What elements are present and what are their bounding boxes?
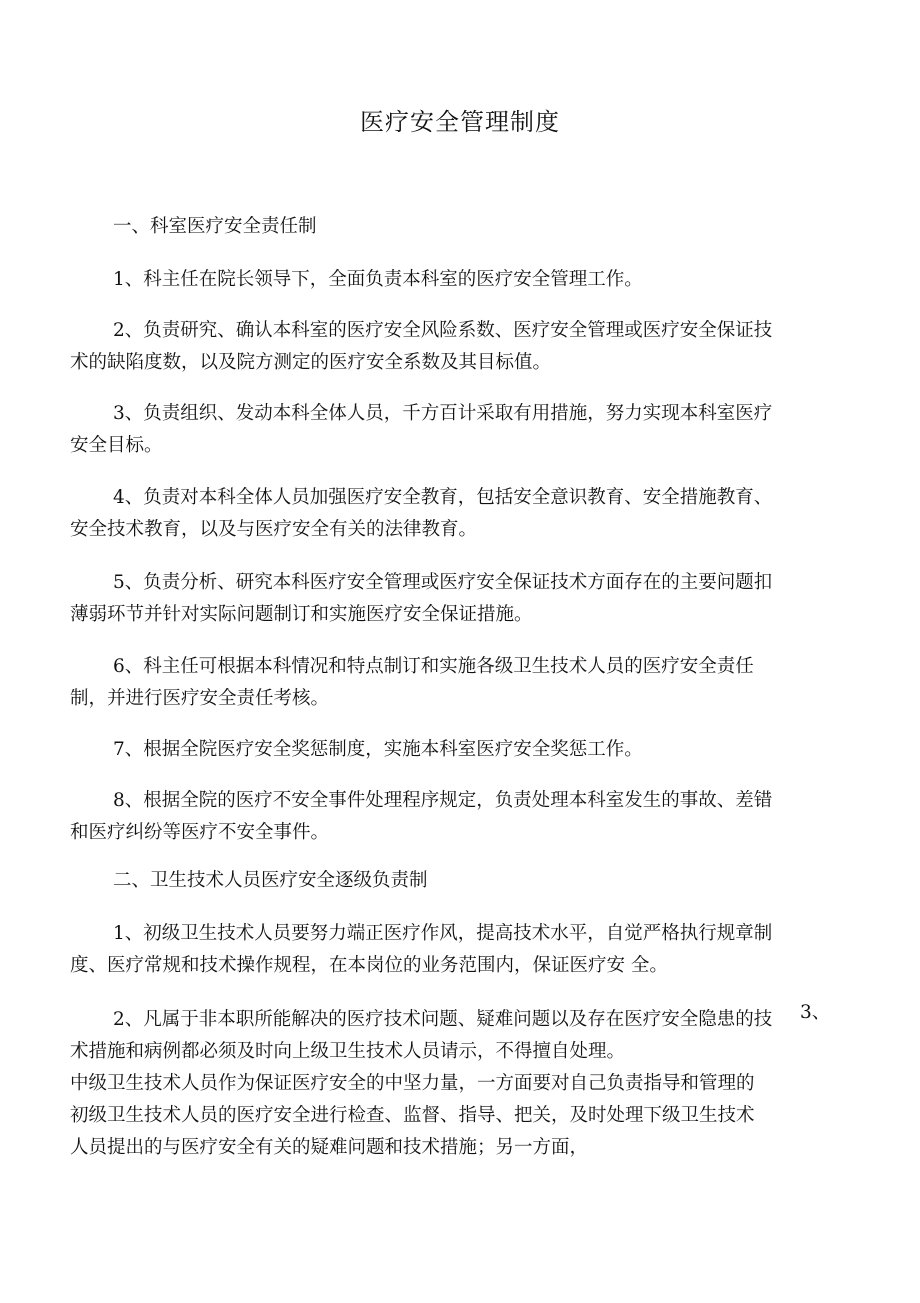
paragraph-1-3: 3、负责组织、发动本科全体人员，千方百计采取有用措施，努力实现本科室医疗安全目标。 xyxy=(70,403,773,456)
document-title: 医疗安全管理制度 xyxy=(360,108,560,136)
paragraph-1-2: 2、负责研究、确认本科室的医疗安全风险系数、医疗安全管理或医疗安全保证技术的缺陷度数，以及院方测定的医疗安全系数及其目标值。 xyxy=(70,320,773,373)
paragraph-1-4: 4、负责对本科全体人员加强医疗安全教育，包括安全意识教育、安全措施教育、安全技术教育，以及与医疗安全有关的法律教育。 xyxy=(70,487,773,540)
item-3-marker: 3、 xyxy=(800,1002,831,1023)
paragraph-1-6: 6、科主任可根据本科情况和特点制订和实施各级卫生技术人员的医疗安全责任制，并进行医疗安全责任考核。 xyxy=(70,656,754,709)
paragraph-1-1: 1、科主任在院长领导下，全面负责本科室的医疗安全管理工作。 xyxy=(113,269,643,290)
paragraph-2-1: 1、初级卫生技术人员要努力端正医疗作风，提高技术水平，自觉严格执行规章制度、医疗常规和技术操作规程，在本岗位的业务范围内，保证医疗安 全。 xyxy=(70,923,773,976)
paragraph-2-2: 2、凡属于非本职所能解决的医疗技术问题、疑难问题以及存在医疗安全隐患的技术措施和病例都必须及时向上级卫生技术人员请示，不得擅自处理。 xyxy=(70,1009,773,1062)
section-heading-1: 一、科室医疗安全责任制 xyxy=(113,216,317,237)
section-heading-2: 二、卫生技术人员医疗安全逐级负责制 xyxy=(113,870,428,891)
paragraph-2-3: 中级卫生技术人员作为保证医疗安全的中坚力量，一方面要对自己负责指导和管理的初级卫生技术人员的医疗安全进行检查、监督、指导、把关，及时处理下级卫生技术人员提出的与医疗安全有关的疑难问题和技术措施；另一方面， xyxy=(70,1073,755,1158)
paragraph-1-8: 8、根据全院的医疗不安全事件处理程序规定，负责处理本科室发生的事故、差错和医疗纠纷等医疗不安全事件。 xyxy=(70,790,773,843)
paragraph-1-5: 5、负责分析、研究本科医疗安全管理或医疗安全保证技术方面存在的主要问题扣薄弱环节并针对实际问题制订和实施医疗安全保证措施。 xyxy=(70,572,773,625)
paragraph-1-7: 7、根据全院医疗安全奖惩制度，实施本科室医疗安全奖惩工作。 xyxy=(113,739,643,760)
